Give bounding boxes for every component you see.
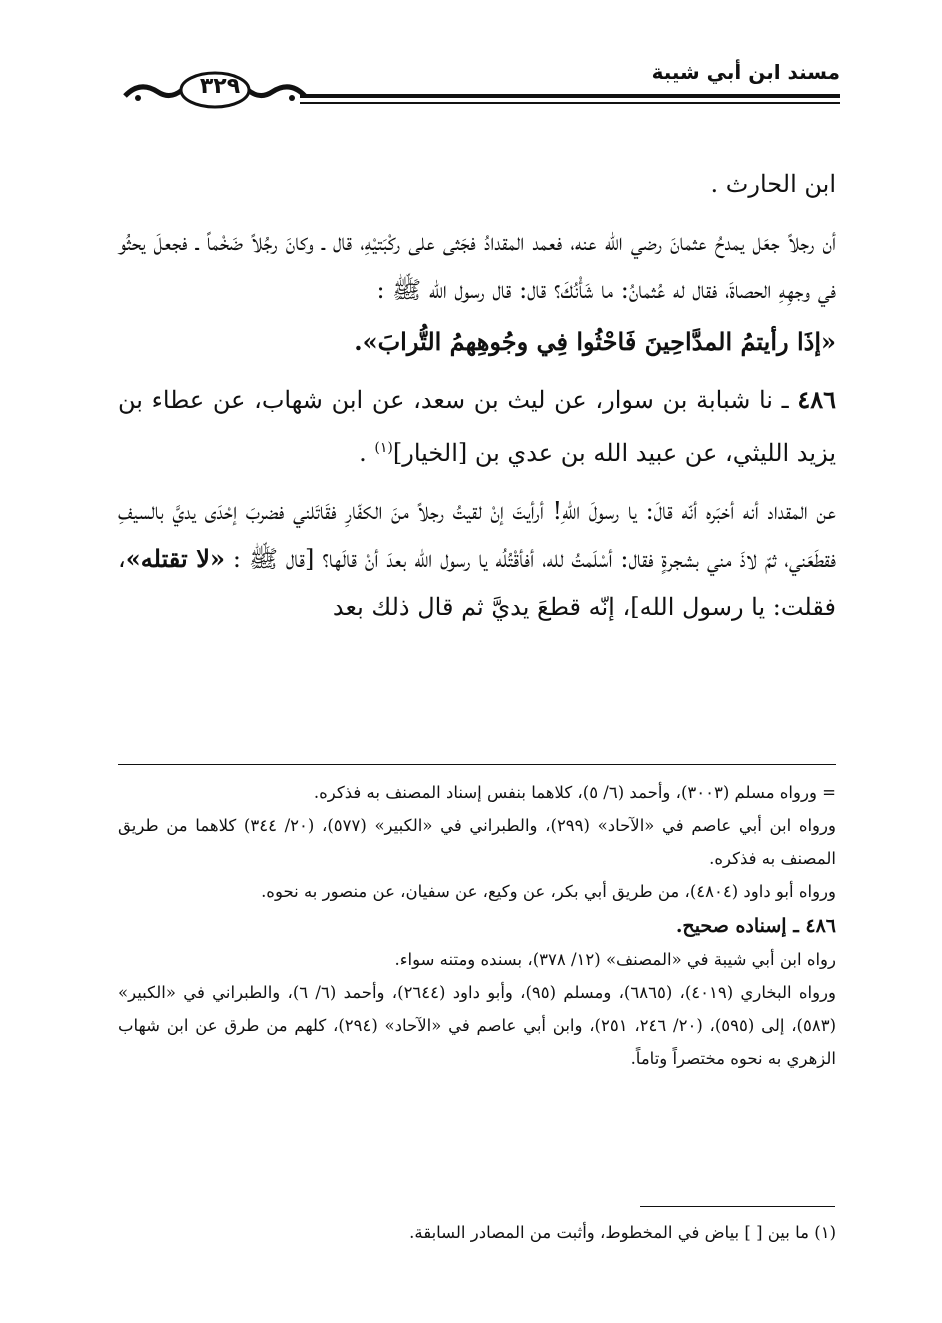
footnote-short-separator — [640, 1206, 835, 1207]
miqdad-bold-quote: «لا تقتله» — [125, 544, 225, 573]
hadith-chain-end: . — [359, 439, 375, 467]
hadith-saying: «إذَا رأيتمُ المدَّاحِينَ فَاحْثُوا فِي وجُوهِهمُ التُّرابَ». — [354, 327, 836, 356]
paragraph-intro: ابن الحارث . — [710, 170, 836, 198]
hadith-number: ٤٨٦ — [797, 385, 836, 414]
page-number: ٣٢٩ — [199, 74, 241, 99]
footnote-heading: ٤٨٦ ـ إسناده صحيح. — [675, 915, 836, 937]
header-rule-thick — [300, 94, 840, 98]
page-footnote — [118, 1216, 836, 1249]
main-text — [118, 160, 836, 631]
footnote-ref[interactable]: (١) — [374, 440, 393, 456]
miqdad-text-b: ، فقلت: يا رسول الله]، إنّه قطعَ يديَّ ثم قال ذلك بعد — [118, 545, 836, 621]
paragraph-narration: أن رجلاً جعَل يمدحُ عثمانَ رضي الله عنه، فعمد المقدادُ فجَثى على ركْبَتيْهِ، قال ـ وكانَ رجُلاً ضَخْماً ـ فجعلَ يحثُو في وجهِهِ الحصاةَ، فقال له عُثمانُ: ما شَأْنُكَ؟ قال: قال رسول الله ﷺ : — [118, 228, 836, 304]
footnote-line: ورواه ابن أبي عاصم في «الآحاد» (٢٩٩)، والطبراني في «الكبير» (٥٧٧)، (٢٠/ ٣٤٤) كلاهما من طريق المصنف به فذكره. — [118, 816, 836, 868]
footnote-separator — [118, 764, 836, 765]
paragraph-miqdad — [118, 487, 836, 631]
footnote-1: (١) ما بين [ ] بياض في المخطوط، وأثبت من المصادر السابقة. — [409, 1223, 836, 1242]
header-rule-thin — [300, 102, 840, 104]
hadith-chain-text: ـ نا شبابة بن سوار، عن ليث بن سعد، عن ابن شهاب، عن عطاء بن يزيد الليثي، عن عبيد الله بن عدي بن [الخيار] — [118, 386, 836, 467]
footnotes-section — [118, 776, 836, 1075]
miqdad-text-a: عن المقداد أنه أخبَره أنّه قالَ: يا رسولَ اللهِ! أرأيتَ إنْ لقيتُ رجلاً منَ الكفّارِ فقَاتَلني فضربَ إحْدَى يديَّ بالسيفِ فقطَعَني، ثمّ لاذَ مني بشجرةٍ فقال: أسْلَمتُ لله، أفأقْتُلُه يا رسول الله بعدَ أنْ قالَها؟ [قال ﷺ : — [118, 497, 836, 573]
footnote-line: رواه ابن أبي شيبة في «المصنف» (١٢/ ٣٧٨)، بسنده ومتنه سواء. — [394, 950, 836, 969]
book-title: مسند ابن أبي شيبة — [651, 60, 840, 84]
hadith-486-chain — [118, 376, 836, 477]
page-header — [110, 52, 840, 112]
footnote-line: = ورواه مسلم (٣٠٠٣)، وأحمد (٦/ ٥)، كلاهما بنفس إسناد المصنف به فذكره. — [313, 783, 836, 802]
footnote-line: ورواه أبو داود (٤٨٠٤)، من طريق أبي بكر، عن وكيع، عن سفيان، عن منصور به نحوه. — [261, 882, 836, 901]
footnote-line: ورواه البخاري (٤٠١٩)، (٦٨٦٥)، ومسلم (٩٥)، وأبو داود (٢٦٤٤)، وأحمد (٦/ ٦)، والطبراني في «الكبير» (٥٨٣)، إلى (٥٩٥)، (٢٠/ ٢٤٦، ٢٥١)، وابن أبي عاصم في «الآحاد» (٢٩٤)، كلهم من طرق عن ابن شهاب الزهري به نحوه مختصراً وتاماً. — [118, 983, 836, 1068]
